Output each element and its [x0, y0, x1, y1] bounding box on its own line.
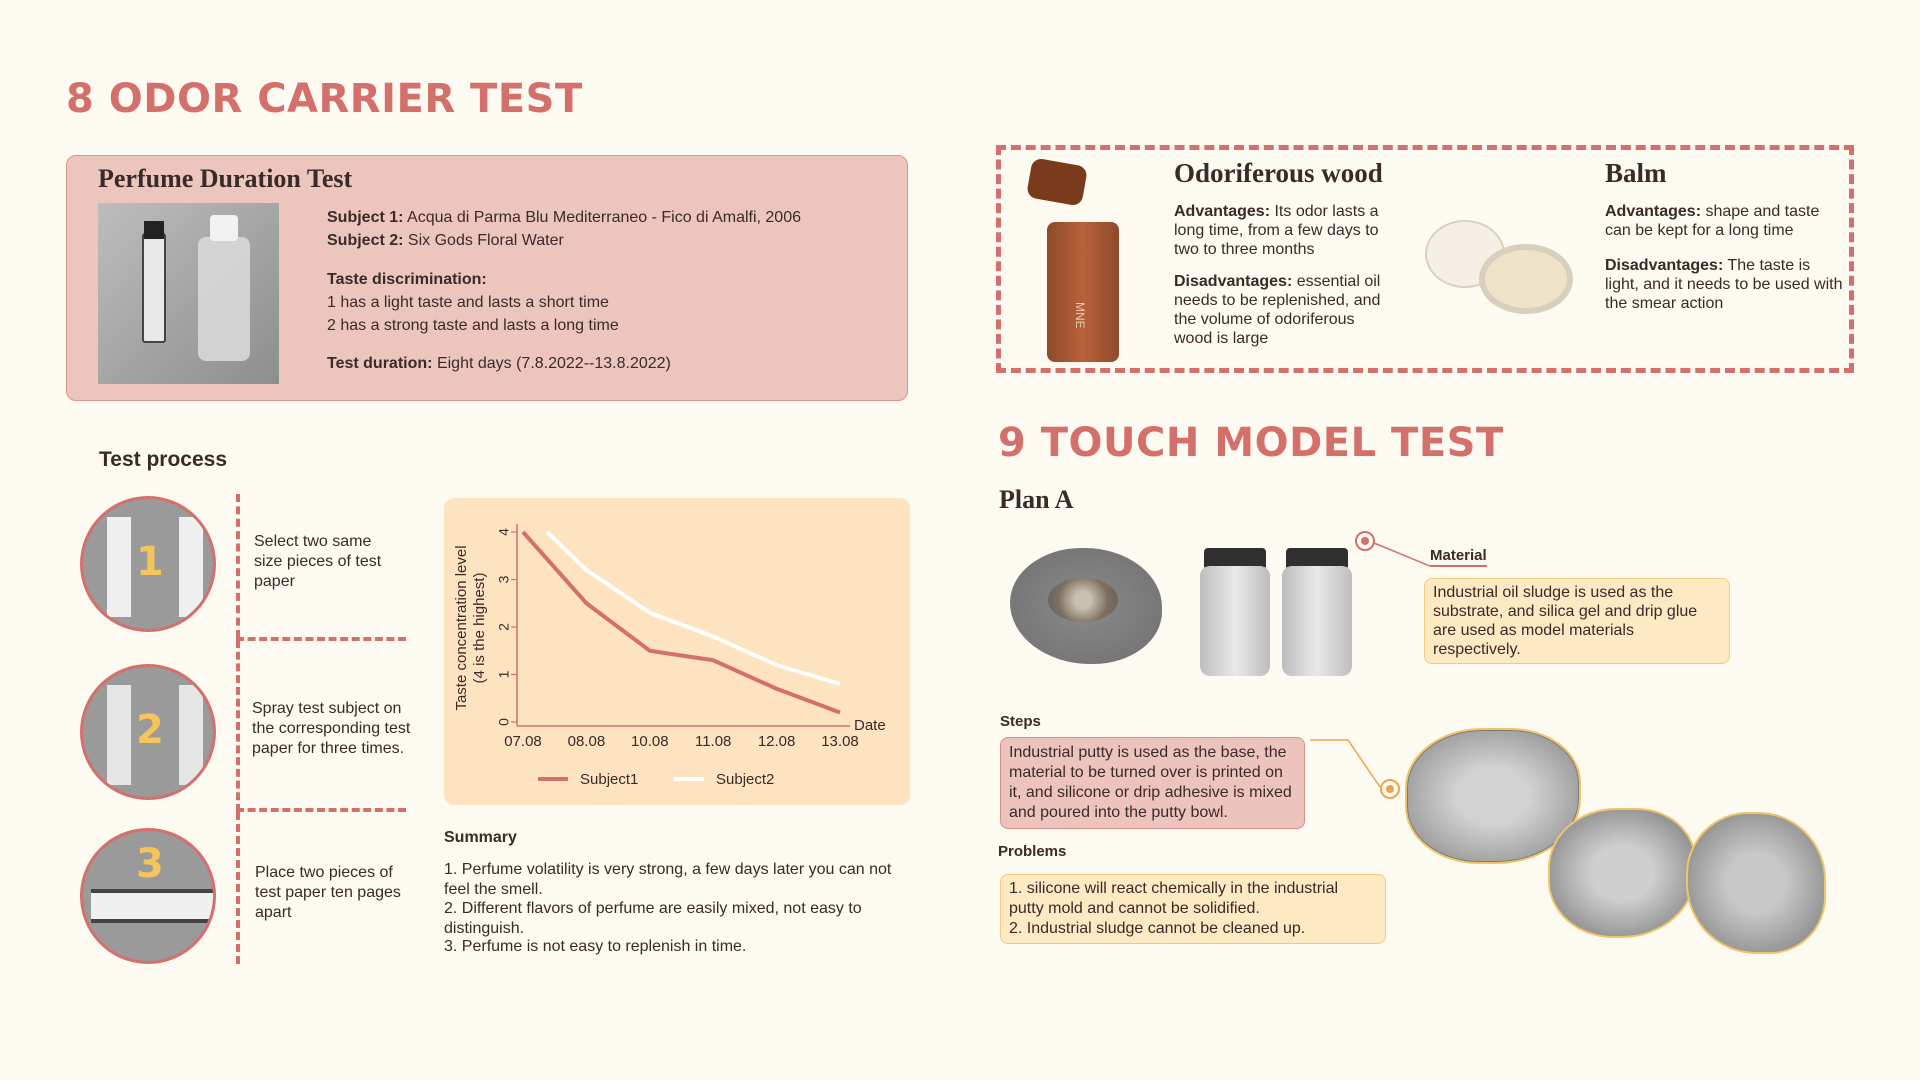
chart-panel — [444, 498, 910, 805]
mold-photo-3 — [1686, 812, 1826, 954]
x-tick-label: 11.08 — [694, 733, 732, 750]
duration-label: Test duration: — [327, 355, 433, 372]
x-tick-label: 10.08 — [631, 733, 669, 750]
balm-title: Balm — [1605, 158, 1667, 188]
material-text: Industrial oil sludge is used as the substrate, and silica gel and drip glue are used as model materials respectively. — [1424, 578, 1730, 664]
y-tick-label: 0 — [495, 718, 512, 726]
taste-label: Taste discrimination: — [327, 271, 487, 288]
step-3-number: 3 — [136, 841, 164, 887]
steps-text: Industrial putty is used as the base, the material to be turned over is printed on it, and silicone or drip adhesive is mixed and poured into the putty bowl. — [1000, 737, 1305, 829]
problems-box — [1000, 874, 1386, 944]
summary-line-3: 3. Perfume is not easy to replenish in time. — [444, 938, 747, 955]
summary-line-1: 1. Perfume volatility is very strong, a few days later you can not feel the smell. — [444, 861, 892, 898]
x-tick-label: 12.08 — [757, 733, 796, 750]
odoriferous-wood-title: Odoriferous wood — [1174, 158, 1383, 188]
y-tick-label: 3 — [495, 575, 512, 584]
balm-dis-label: Disadvantages: — [1605, 257, 1724, 274]
odor-carriers-box — [996, 145, 1854, 373]
bottles-photo — [1200, 548, 1360, 680]
x-axis-title: Date — [854, 717, 886, 734]
process-divider-2 — [236, 640, 240, 812]
wood-dis-label: Disadvantages: — [1174, 273, 1293, 290]
test-process-title: Test process — [99, 448, 227, 471]
problem-2: 2. Industrial sludge cannot be cleaned up. — [1009, 920, 1306, 937]
y-tick-label: 2 — [495, 623, 512, 631]
subject1-label: Subject 1: — [327, 209, 404, 226]
duration-value: Eight days (7.8.2022--13.8.2022) — [436, 355, 671, 372]
balm-adv-text: shape and taste can be kept for a long time — [1605, 203, 1820, 239]
steps-marker — [1378, 777, 1402, 801]
balm-photo — [1421, 210, 1581, 320]
y-tick-label: 1 — [495, 670, 512, 679]
step-1-number: 1 — [136, 539, 164, 585]
material-label: Material — [1430, 547, 1487, 567]
process-divider-3 — [236, 812, 240, 964]
step-2-number: 2 — [136, 707, 164, 753]
subject2-value: Six Gods Floral Water — [407, 232, 564, 249]
balm-dis-text: The taste is light, and it needs to be used with the smear action — [1605, 257, 1843, 312]
step-2-photo — [80, 664, 216, 800]
step-2-text: Spray test subject on the corresponding test paper for three times. — [252, 700, 411, 757]
y-axis-title-line2: (4 is the highest) — [471, 572, 488, 684]
summary-title: Summary — [444, 829, 517, 846]
section-9-title: 9 TOUCH MODEL TEST — [998, 420, 1504, 466]
step-1-photo — [80, 496, 216, 632]
legend-label-subject2: Subject2 — [716, 771, 775, 788]
x-tick-label: 07.08 — [504, 733, 542, 750]
line-chart — [444, 498, 910, 805]
perfume-test-title: Perfume Duration Test — [98, 164, 353, 193]
step-1-text: Select two same size pieces of test paper — [254, 533, 382, 590]
series-line-subject1 — [523, 532, 840, 713]
y-tick-label: 4 — [495, 528, 512, 536]
steps-label: Steps — [1000, 713, 1041, 730]
problems-label: Problems — [998, 843, 1067, 860]
wood-dis-text: essential oil needs to be replenished, and the volume of odoriferous wood is large — [1174, 273, 1381, 347]
subject1-value: Acqua di Parma Blu Mediterraneo - Fico di Amalfi, 2006 — [407, 209, 801, 226]
wood-adv-label: Advantages: — [1174, 203, 1271, 220]
summary-line-2: 2. Different flavors of perfume are easily mixed, not easy to distinguish. — [444, 900, 862, 937]
process-divider-h1 — [236, 637, 406, 641]
process-divider-h2 — [236, 808, 406, 812]
problem-1: 1. silicone will react chemically in the industrial putty mold and cannot be solidified. — [1009, 880, 1339, 917]
step-3-photo — [80, 828, 216, 964]
section-8-title: 8 ODOR CARRIER TEST — [66, 76, 583, 122]
perfume-test-panel — [66, 155, 908, 401]
x-tick-label: 13.08 — [821, 733, 859, 750]
plan-a-title: Plan A — [999, 485, 1074, 514]
taste-line-2: 2 has a strong taste and lasts a long time — [327, 317, 619, 334]
material-connector — [1350, 530, 1430, 570]
balm-adv-label: Advantages: — [1605, 203, 1702, 220]
perfume-bottles-photo — [98, 203, 279, 384]
wood-label: MNE — [1073, 302, 1087, 329]
subject2-label: Subject 2: — [327, 232, 404, 249]
steps-connector — [1308, 735, 1388, 795]
y-axis-title-line1: Taste concentration level — [453, 545, 470, 711]
process-divider-1 — [236, 494, 240, 638]
wood-adv-text: Its odor lasts a long time, from a few days to two to three months — [1174, 203, 1379, 258]
odoriferous-wood-photo — [1021, 160, 1151, 370]
legend-label-subject1: Subject1 — [580, 771, 639, 788]
putty-photo — [1010, 548, 1162, 664]
taste-line-1: 1 has a light taste and lasts a short time — [327, 294, 609, 311]
step-3-text: Place two pieces of test paper ten pages apart — [255, 864, 401, 921]
mold-photo-2 — [1548, 808, 1696, 938]
x-tick-label: 08.08 — [567, 733, 606, 750]
